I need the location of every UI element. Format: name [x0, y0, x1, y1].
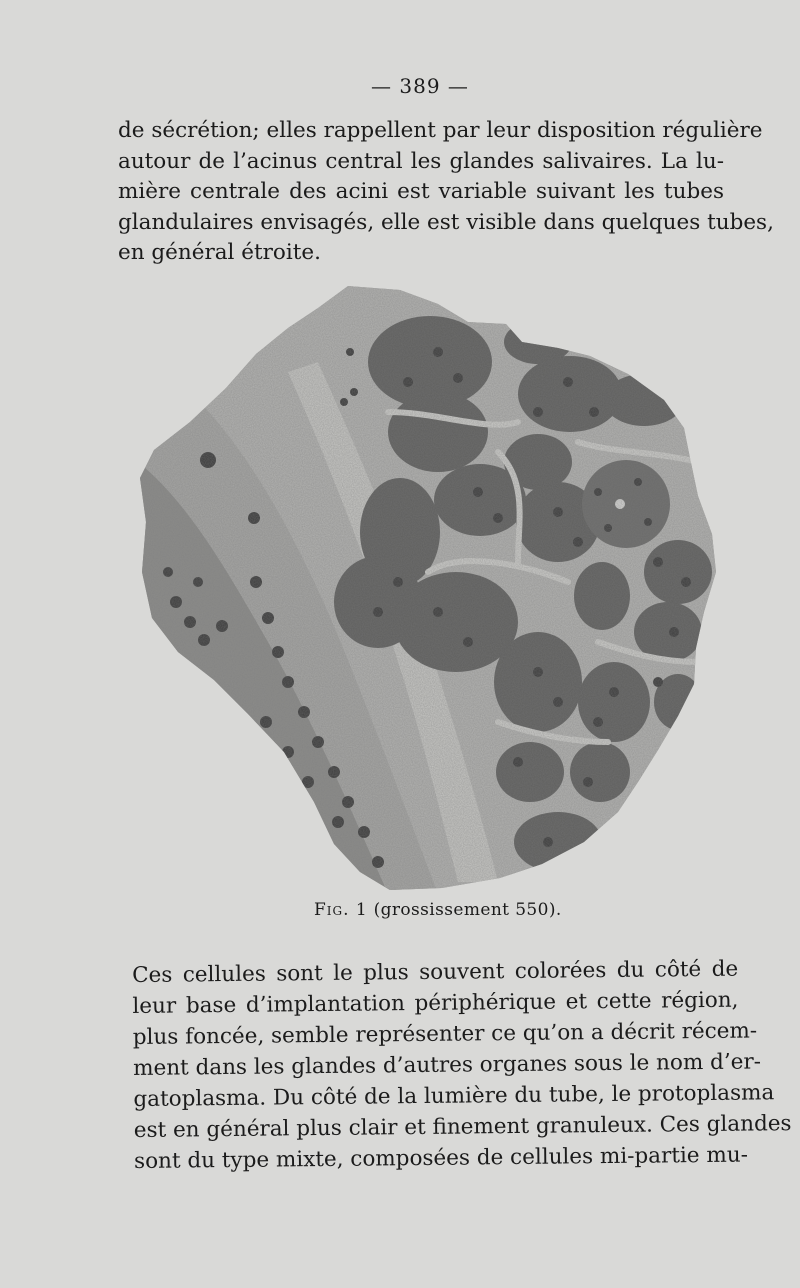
- text-line: en général étroite.: [118, 240, 321, 265]
- tissue-section-illustration: [138, 282, 722, 894]
- text-line: de sécrétion; elles rappellent par leur disposition régulière: [118, 118, 763, 143]
- paragraph-bottom: [132, 954, 792, 1177]
- text-line: autour de l’acinus central les glandes salivaires. La lu-: [118, 148, 724, 174]
- paragraph-top: [118, 116, 774, 269]
- figure-label: Fig. 1: [314, 900, 368, 920]
- text-line: glandulaires envisagés, elle est visible dans quelques tubes,: [118, 209, 774, 235]
- text-line: leur base d’implantation périphérique et cette région,: [132, 987, 739, 1019]
- text-line: mière centrale des acini est variable suivant les tubes: [118, 179, 724, 204]
- text-line: sont du type mixte, composées de cellules mi-partie mu-: [133, 1142, 749, 1174]
- figure-caption-text: (grossissement 550).: [373, 900, 562, 920]
- page-number: — 389 —: [371, 74, 469, 98]
- text-line: Ces cellules sont le plus souvent colorées du côté de: [132, 956, 739, 988]
- text-line: plus foncée, semble représenter ce qu’on a décrit récem-: [132, 1018, 758, 1050]
- histology-figure: [138, 282, 722, 894]
- text-line: gatoplasma. Du côté de la lumière du tube, le protoplasma: [133, 1080, 775, 1112]
- figure-caption: [314, 900, 562, 920]
- text-line: ment dans les glandes d’autres organes sous le nom d’er-: [133, 1049, 762, 1081]
- text-line: est en général plus clair et finement granuleux. Ces glandes: [133, 1111, 792, 1143]
